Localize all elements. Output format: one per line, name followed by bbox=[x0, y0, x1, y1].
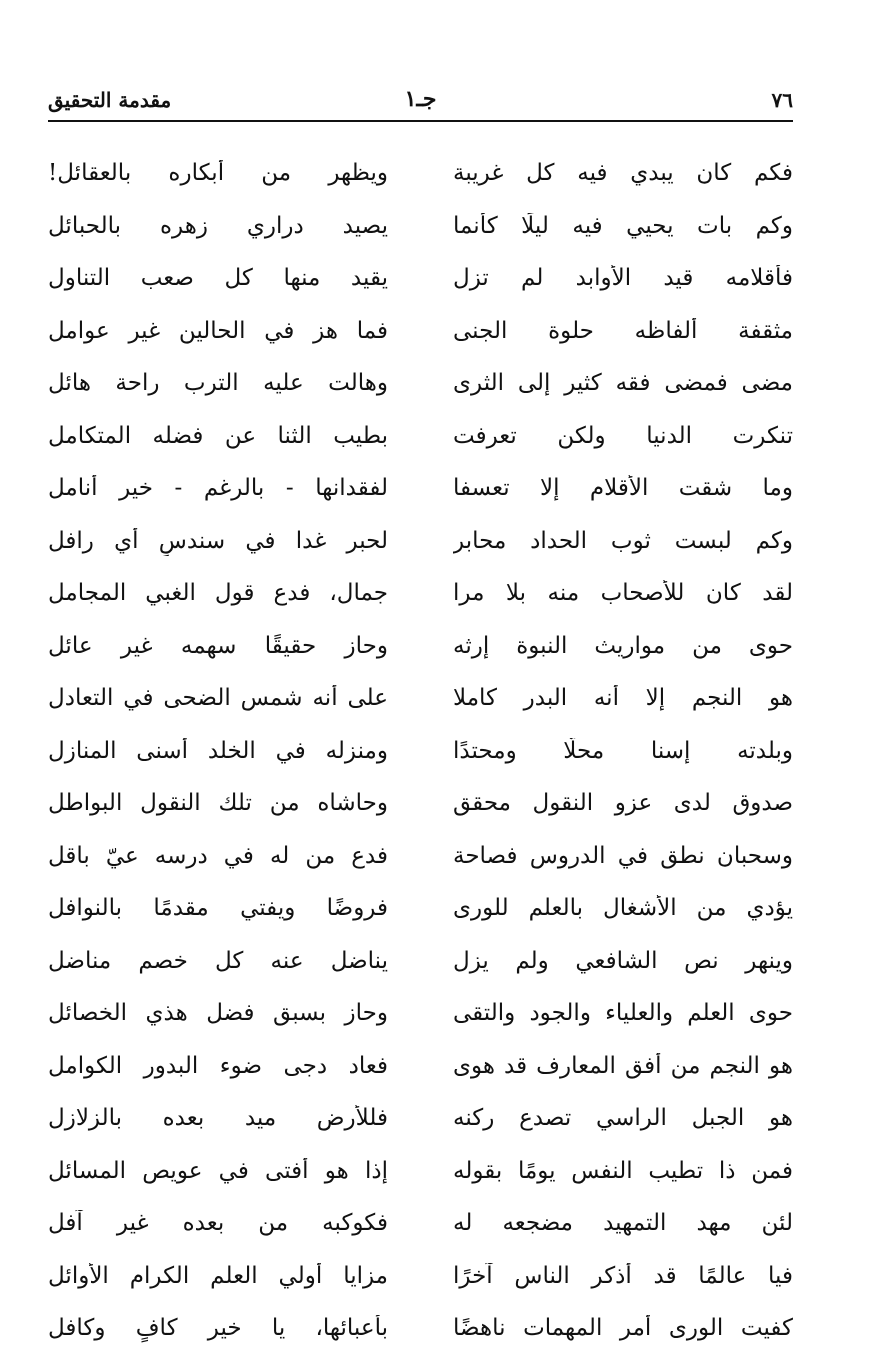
verse-first-hemistich: فيا عالمًا قد أذكر الناس آخرًا bbox=[453, 1262, 793, 1289]
verse-first-hemistich: كفيت الورى أمر المهمات ناهضًا bbox=[453, 1315, 793, 1342]
verse-row bbox=[48, 1251, 793, 1304]
verse-second-hemistich: وحاز بسبق فضل هذي الخصائل bbox=[48, 1000, 388, 1027]
verse-second-hemistich: وحاز حقيقًا سهمه غير عائل bbox=[48, 632, 388, 659]
verse-row bbox=[48, 411, 793, 464]
verse-second-hemistich: بطيب الثنا عن فضله المتكامل bbox=[48, 422, 388, 449]
verse-second-hemistich: فروضًا ويفتي مقدمًا بالنوافل bbox=[48, 895, 388, 922]
verse-second-hemistich: فعاد دجى ضوء البدور الكوامل bbox=[48, 1052, 388, 1079]
verse-second-hemistich: ومنزله في الخلد أسنى المنازل bbox=[48, 737, 388, 764]
verse-first-hemistich: وينهر نص الشافعي ولم يزل bbox=[453, 947, 793, 974]
verse-first-hemistich: حوى العلم والعلياء والجود والتقى bbox=[453, 1000, 793, 1027]
verse-row bbox=[48, 306, 793, 359]
verse-second-hemistich: جمال، فدع قول الغبي المجامل bbox=[48, 580, 388, 607]
verse-row bbox=[48, 883, 793, 936]
verse-first-hemistich: فأقلامه قيد الأوابد لم تزل bbox=[453, 265, 793, 292]
poem bbox=[48, 148, 793, 1356]
verse-second-hemistich: ويظهر من أبكاره بالعقائل! bbox=[48, 160, 388, 187]
verse-second-hemistich: فكوكبه من بعده غير آفل bbox=[48, 1210, 388, 1237]
volume-mark: جـ١ bbox=[404, 86, 437, 112]
verse-second-hemistich: لفقدانها - بالرغم - خير أنامل bbox=[48, 475, 388, 502]
verse-row bbox=[48, 148, 793, 201]
verse-first-hemistich: وكم لبست ثوب الحداد محابر bbox=[453, 527, 793, 554]
verse-first-hemistich: هو الجبل الراسي تصدع ركنه bbox=[453, 1105, 793, 1132]
verse-row bbox=[48, 358, 793, 411]
verse-first-hemistich: فمن ذا تطيب النفس يومًا بقوله bbox=[453, 1157, 793, 1184]
verse-second-hemistich: يصيد دراري زهره بالحبائل bbox=[48, 212, 388, 239]
verse-row bbox=[48, 1041, 793, 1094]
verse-first-hemistich: وسحبان نطق في الدروس فصاحة bbox=[453, 842, 793, 869]
verse-first-hemistich: صدوق لدى عزو النقول محقق bbox=[453, 790, 793, 817]
verse-row bbox=[48, 988, 793, 1041]
verse-row bbox=[48, 1146, 793, 1199]
verse-first-hemistich: يؤدي من الأشغال بالعلم للورى bbox=[453, 895, 793, 922]
verse-row bbox=[48, 1093, 793, 1146]
verse-row bbox=[48, 253, 793, 306]
verse-first-hemistich: وبلدته إسنا محلًّا ومحتدًا bbox=[453, 737, 793, 764]
verse-second-hemistich: لحبر غدا في سندسٍ أي رافل bbox=[48, 527, 388, 554]
verse-row bbox=[48, 936, 793, 989]
verse-first-hemistich: فكم كان يبدي فيه كل غريبة bbox=[453, 160, 793, 187]
verse-first-hemistich: لقد كان للأصحاب منه بلا مرا bbox=[453, 580, 793, 607]
verse-row bbox=[48, 1198, 793, 1251]
verse-first-hemistich: مضى فمضى فقه كثير إلى الثرى bbox=[453, 370, 793, 397]
verse-second-hemistich: على أنه شمس الضحى في التعادل bbox=[48, 685, 388, 712]
verse-first-hemistich: هو النجم إلا أنه البدر كاملا bbox=[453, 685, 793, 712]
verse-row bbox=[48, 201, 793, 254]
verse-second-hemistich: فللأرض ميد بعده بالزلازل bbox=[48, 1105, 388, 1132]
verse-row bbox=[48, 621, 793, 674]
verse-row bbox=[48, 831, 793, 884]
verse-second-hemistich: يناضل عنه كل خصم مناضل bbox=[48, 947, 388, 974]
verse-row bbox=[48, 1303, 793, 1356]
verse-row bbox=[48, 568, 793, 621]
verse-first-hemistich: حوى من مواريث النبوة إرثه bbox=[453, 632, 793, 659]
verse-first-hemistich: لئن مهد التمهيد مضجعه له bbox=[453, 1210, 793, 1237]
verse-second-hemistich: مزايا أولي العلم الكرام الأوائل bbox=[48, 1262, 388, 1289]
verse-row bbox=[48, 673, 793, 726]
verse-second-hemistich: إذا هو أفتى في عويص المسائل bbox=[48, 1157, 388, 1184]
verse-first-hemistich: وما شقت الأقلام إلا تعسفا bbox=[453, 475, 793, 502]
section-title: مقدمة التحقيق bbox=[48, 88, 172, 112]
verse-first-hemistich: وكم بات يحيي فيه ليلًا كأنما bbox=[453, 212, 793, 239]
verse-second-hemistich: وحاشاه من تلك النقول البواطل bbox=[48, 790, 388, 817]
verse-second-hemistich: وهالت عليه الترب راحة هائل bbox=[48, 370, 388, 397]
verse-first-hemistich: تنكرت الدنيا ولكن تعرفت bbox=[453, 422, 793, 449]
running-header bbox=[48, 82, 793, 118]
verse-second-hemistich: فما هز في الحالين غير عوامل bbox=[48, 317, 388, 344]
verse-second-hemistich: يقيد منها كل صعب التناول bbox=[48, 265, 388, 292]
verse-row bbox=[48, 463, 793, 516]
verse-row bbox=[48, 516, 793, 569]
verse-row bbox=[48, 726, 793, 779]
header-rule bbox=[48, 120, 793, 122]
verse-row bbox=[48, 778, 793, 831]
verse-second-hemistich: فدع من له في درسه عيّ باقل bbox=[48, 842, 388, 869]
verse-first-hemistich: مثقفة ألفاظه حلوة الجنى bbox=[453, 317, 793, 344]
verse-second-hemistich: بأعبائها، يا خير كافٍ وكافل bbox=[48, 1315, 388, 1342]
verse-first-hemistich: هو النجم من أفق المعارف قد هوى bbox=[453, 1052, 793, 1079]
page-number: ٧٦ bbox=[771, 88, 793, 112]
